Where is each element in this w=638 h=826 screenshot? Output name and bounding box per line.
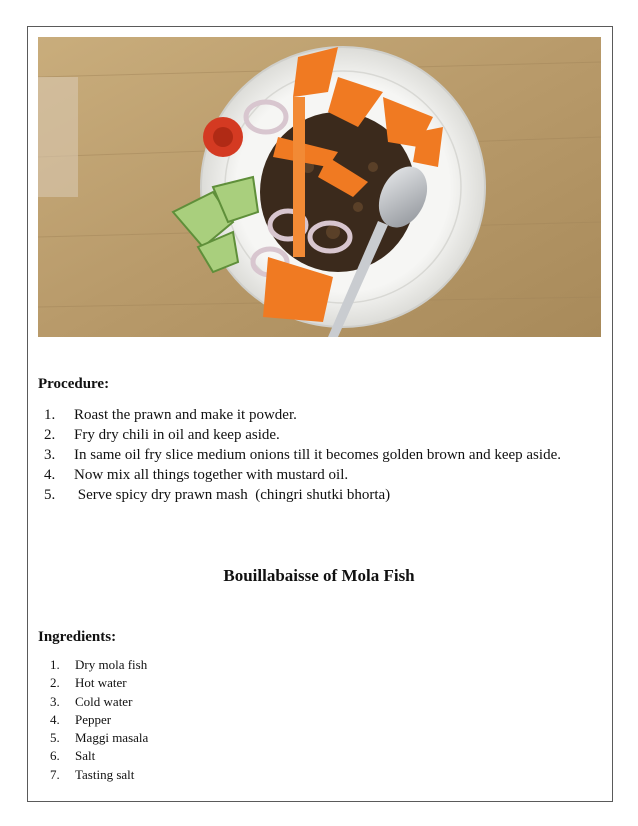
ingredient-number: 4. [50,711,60,727]
step-text: Fry dry chili in oil and keep aside. [74,427,280,443]
step-text: Serve spicy dry prawn mash (chingri shutki bhorta) [74,487,391,503]
ingredient-item [50,674,148,692]
ingredient-number: 7. [50,766,60,782]
ingredient-text: Salt [75,748,96,764]
ingredient-number: 5. [50,730,60,746]
ingredient-text: Dry mola fish [75,657,148,672]
procedure-step [44,465,584,485]
ingredient-item [50,766,148,784]
step-text: In same oil fry slice medium onions till it becomes golden brown and keep aside. [74,447,561,463]
procedure-step [44,485,584,505]
ingredient-number: 1. [50,657,60,672]
procedure-step [44,425,584,445]
dish-photo-illustration [38,37,601,337]
ingredient-text: Tasting salt [75,766,135,782]
ingredient-item [50,711,148,729]
step-number: 3. [44,447,56,463]
ingredient-item [50,693,148,711]
ingredient-number: 6. [50,748,60,764]
ingredient-text: Maggi masala [75,730,149,746]
ingredients-list [50,656,148,784]
dish-photo [38,37,601,337]
procedure-step [44,405,584,425]
procedure-steps [44,405,584,505]
procedure-heading: Procedure: [38,376,110,392]
procedure-step [44,445,584,465]
ingredient-item [50,656,148,674]
step-number: 2. [44,427,56,443]
ingredient-number: 2. [50,675,60,691]
recipe-title: Bouillabaisse of Mola Fish [223,566,415,585]
ingredient-text: Hot water [75,675,127,691]
ingredient-item [50,747,148,765]
ingredient-text: Pepper [75,711,112,727]
ingredient-text: Cold water [75,693,133,709]
step-number: 1. [44,407,56,423]
step-text: Now mix all things together with mustard oil. [74,467,349,483]
step-number: 4. [44,467,56,483]
ingredient-number: 3. [50,693,60,709]
step-text: Roast the prawn and make it powder. [74,407,297,423]
step-number: 5. [44,487,56,503]
ingredients-heading: Ingredients: [38,629,117,645]
ingredient-item [50,729,148,747]
